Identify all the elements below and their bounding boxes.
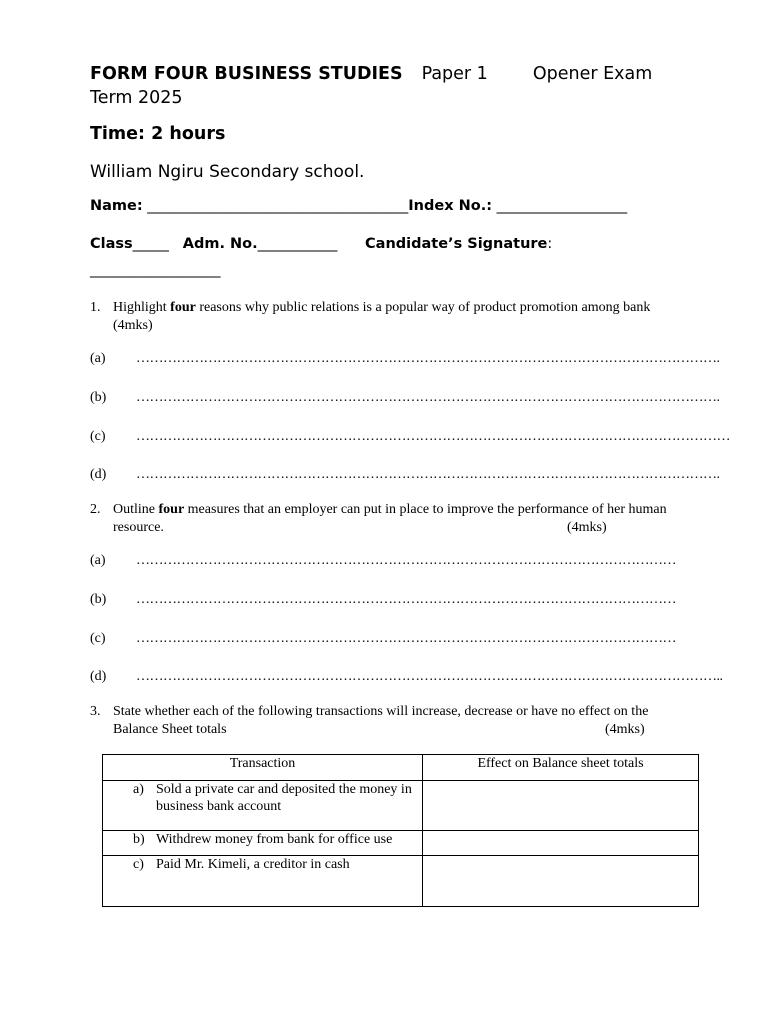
table-row	[103, 856, 699, 907]
signature-colon: :	[547, 236, 553, 252]
transactions-table	[102, 754, 699, 907]
question-marks: (4mks)	[567, 520, 607, 535]
adm-field[interactable]: ___________	[257, 236, 338, 252]
table-row	[103, 831, 699, 856]
question-text: Highlight four reasons why public relations is a popular way of product promotion among bank (4mks)	[113, 300, 651, 333]
school-name: William Ngiru Secondary school.	[90, 162, 365, 182]
exam-type: Opener Exam	[532, 64, 653, 84]
class-adm-signature-line	[90, 236, 552, 252]
column-header-transaction: Transaction	[103, 755, 423, 781]
index-field[interactable]: __________________	[496, 198, 628, 214]
exam-title	[90, 62, 690, 110]
effect-cell[interactable]	[423, 781, 699, 831]
question-number: 3.	[90, 704, 101, 719]
table-row	[103, 781, 699, 831]
exam-time: Time: 2 hours	[90, 124, 226, 144]
name-label: Name:	[90, 198, 143, 214]
exam-term: Term 2025	[90, 88, 183, 108]
question-marks: (4mks)	[605, 722, 645, 737]
transaction-cell: a) Sold a private car and deposited the money in business bank account	[103, 781, 423, 831]
exam-paper: Paper 1	[421, 64, 488, 84]
question-3	[90, 703, 690, 743]
transaction-cell: b) Withdrew money from bank for office use	[103, 831, 423, 856]
question-number: 1.	[90, 300, 101, 315]
index-label: Index No.:	[408, 198, 493, 214]
adm-label: Adm. No.	[182, 236, 258, 252]
question-text: State whether each of the following transactions will increase, decrease or have no effect on the Balance Sheet totals	[113, 704, 649, 737]
question-marks: (4mks)	[113, 318, 153, 333]
name-index-line	[90, 198, 627, 214]
question-2	[90, 501, 690, 541]
effect-cell[interactable]	[423, 831, 699, 856]
table-header-row	[103, 755, 699, 781]
signature-label: Candidate’s Signature	[365, 236, 548, 252]
transaction-cell: c) Paid Mr. Kimeli, a creditor in cash	[103, 856, 423, 907]
effect-cell[interactable]	[423, 856, 699, 907]
class-label: Class	[90, 236, 133, 252]
exam-title-subject: FORM FOUR BUSINESS STUDIES	[90, 64, 403, 84]
class-field[interactable]: _____	[132, 236, 169, 252]
signature-field[interactable]: __________________	[90, 262, 221, 278]
question-1	[90, 299, 690, 339]
question-text: Outline four measures that an employer can put in place to improve the performance of her human resource.	[113, 502, 667, 535]
name-field[interactable]: ____________________________________	[147, 198, 409, 214]
column-header-effect: Effect on Balance sheet totals	[423, 755, 699, 781]
question-number: 2.	[90, 502, 101, 517]
